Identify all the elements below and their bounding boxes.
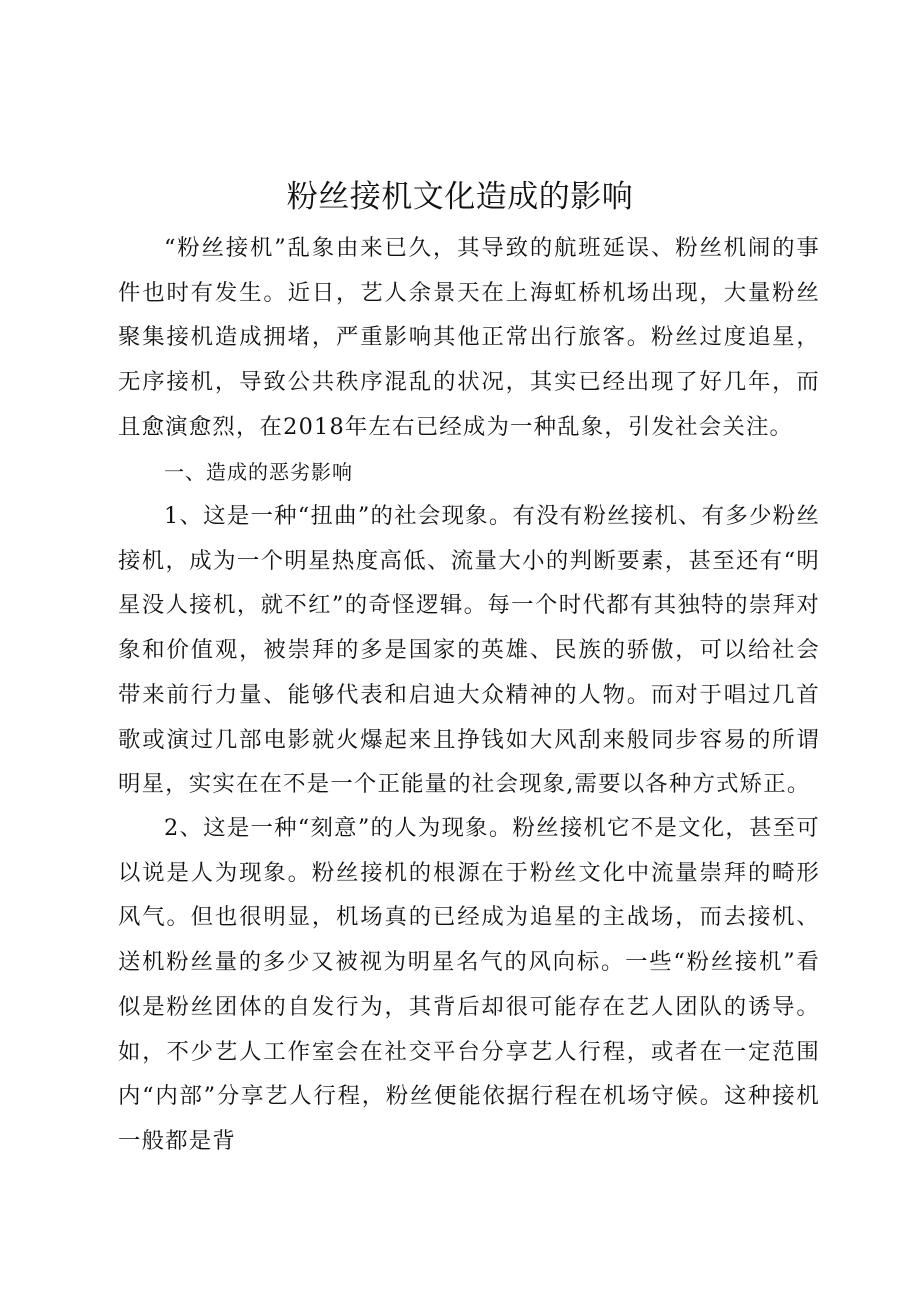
intro-paragraph: “粉丝接机”乱象由来已久，其导致的航班延误、粉丝机闹的事件也时有发生。近日，艺人余景天在上海虹桥机场出现，大量粉丝聚集接机造成拥堵，严重影响其他正常出行旅客。粉丝过度追星，无序接机，导致公共秩序混乱的状况，其实已经出现了好几年，而且愈演愈烈，在2018年左右已经成为一种乱象，引发社会关注。 [118,235,820,440]
document-title: 粉丝接机文化造成的影响 [286,179,634,215]
point-2-paragraph: 2、这是一种“刻意”的人为现象。粉丝接机它不是文化，甚至可以说是人为现象。粉丝接机的根源在于粉丝文化中流量崇拜的畸形风气。但也很明显，机场真的已经成为追星的主战场，而去接机、送机粉丝量的多少又被视为明星名气的风向标。一些“粉丝接机”看似是粉丝团体的自发行为，其背后却很可能存在艺人团队的诱导。如，不少艺人工作室会在社交平台分享艺人行程，或者在一定范围内“内部”分享艺人行程，粉丝便能依据行程在机场守候。这种接机一般都是背 [118,815,820,1154]
section-heading: 一、造成的恶劣影响 [164,460,353,484]
point-1-paragraph: 1、这是一种“扭曲”的社会现象。有没有粉丝接机、有多少粉丝接机，成为一个明星热度高低、流量大小的判断要素，甚至还有“明星没人接机，就不红”的奇怪逻辑。每一个时代都有其独特的崇拜对象和价值观，被崇拜的多是国家的英雄、民族的骄傲，可以给社会带来前行力量、能够代表和启迪大众精神的人物。而对于唱过几首歌或演过几部电影就火爆起来且挣钱如大风刮来般同步容易的所谓明星，实实在在不是一个正能量的社会现象,需要以各种方式矫正。 [118,503,820,798]
